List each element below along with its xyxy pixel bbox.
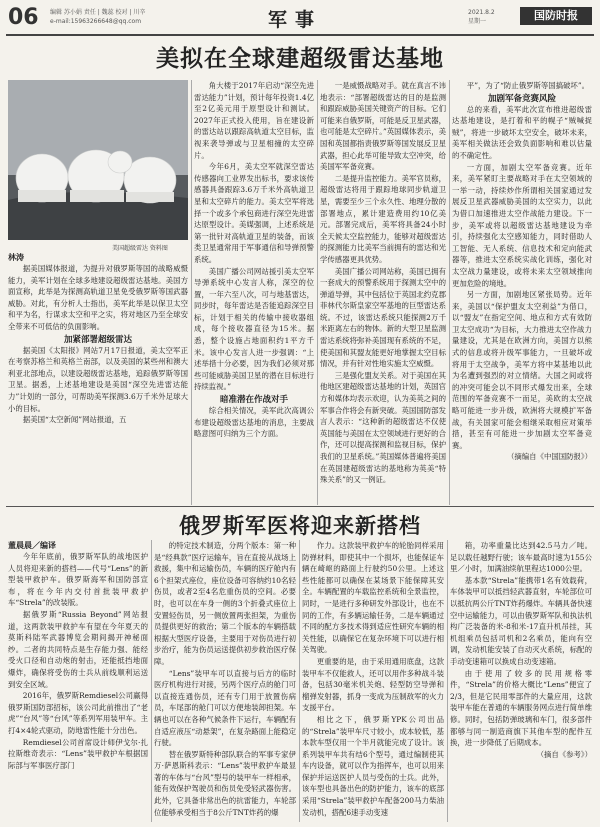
subheading-target: 暗准潜在作战对手	[219, 395, 288, 406]
paragraph: 平”，为了“防止俄罗斯等国搞破坏”。	[466, 81, 589, 90]
article1-headline: 美拟在全球建超级雷达基地	[156, 46, 444, 72]
email-line: e-mail:15963266648@qq.com	[50, 18, 142, 25]
article1-source: （摘编自《中国国防报》）	[507, 452, 592, 462]
paragraph: “Lens”装甲车可以直接与后方的临时医疗机构进行对接，另两个医疗点的舱门可以直接连通伤员，还有专门用于放置伤病员，车尾部的舱门可以方便地装卸担架。车辆也可以在各种气候条件下运行，车辆配有自适应液压“动悬架”，在复杂路面上能稳定行驶。	[154, 668, 296, 748]
radar-photo	[8, 80, 188, 240]
paragraph: 一方面，加剧太空军备竞赛。近年来，美军紧盯主要战略对手在太空领域的一举一动，持续炒作所谓相关国家通过发展反卫星武器威胁美国的太空实力，以此为借口加速推进太空作战能力建设。下一步，美军或将以超级雷达基地建设为牵引，持续强化太空感知能力，同时借助人工智能、无人系统、信息技术和定向能武器等，推进太空系统实战化训练，强化对太空战力量建设，或将未来太空领域推向更加危险的境地。	[452, 162, 592, 288]
paragraph: 箱，功率重量比达到42.5马力／吨。足以载任越野行驶；该车最高时速为155公里／小时，加满油续航里程达1000公里。	[450, 541, 592, 574]
paragraph: 美国广播公司网站援引美太空军导弹系统中心发言人称，深空的位置，一年六至八次，可与地基雷达，同步时，每年雷达是否能追踪深空目标，计划于相关的传输中接收器组成，每个接收器直径为15米。据悉，整个设施占地面积约1平方千米。该中心发言人进一步强调：“上述举措十分必要，因为我们必须对那些可能威胁美国卫星的潜在目标进行持续监视。”	[194, 266, 314, 392]
article1-byline: 林涛	[8, 253, 24, 262]
photo-caption: 美国超级雷达 资料图	[112, 245, 168, 252]
paragraph: 另一方面，加剧地区紧张局势。近年来，美国以“保护盟友太空利益”为借口，以“盟友”在指定空间、地点和方式有效防卫太空成功“为目标，大力推进太空作战力量建设，尤其是在欧洲方向，美国方以熊式的信息或将升级军事能力，一旦破坏或将用于太空战争，美军方将中某基地以此为名遭到强烈的对立情绪。大国之间或将的冲突可能会以不同形式爆发出来，全球范围的军备竞赛不一而足，美欧的太空战略可能进一步升级，欧洲将大规模扩军备战，有关国家可能会相继采取相应对策举措，甚至有可能进一步加剧太空军备竞赛。	[452, 290, 592, 450]
paragraph: 美国广播公司网站称，美国已拥有一套成大的预警系统用于探测太空中的弹道导弹，其中包括位于英国北约克郡菲林代尔斯皇家空军基地的巨型雷达系统。不过，该雷达系统只能探测2万千米距离左右的物体。新的大型卫星监测雷达系统将弥补美国现有系统的不足，使美国和其盟友能更好地掌握太空目标情况，并有针对性地实施太空威慑。	[320, 266, 446, 369]
article2-source: （摘自《参考》）	[536, 749, 592, 759]
paragraph: 综合相关情况，美军此次高调公布建设超级雷达基地的消息，主要战略意图可归纳为三个方面。	[194, 406, 314, 439]
section-title: 军事	[268, 9, 323, 31]
editor-line: 编辑 苏小娟 责任 | 魏蕊 校对 | 川辛	[50, 9, 146, 16]
paragraph: 三是强化盟友关系。对于美国在其他地区建超级雷达基地的计划，英国官方和媒体均表示欢迎，认为美英之间的军事合作将会有新突破。英国国防部发言人表示：“这种新的超级雷达不仅使英国能与美国在太空领域进行更好的合作，还可以提高探测和监视目标，保护我们的卫星系统。”英国媒体普遍将美国在英国建超级雷达的基地称为英美“特殊关系”的又一例证。	[320, 370, 446, 485]
paragraph: 总的来看，美军此次宣布推进超级雷达基地建设，是打着和平的幌子“贼喊捉贼”，将进一步破坏太空安全，破坏未来，美军相关做法还会致负面影响和难以估量的不确定性。	[452, 104, 592, 160]
newspaper-logo: 国防时报	[520, 7, 592, 25]
weekday-line: 星期一	[468, 18, 487, 25]
page-header	[6, 4, 594, 36]
paragraph: 据美国《太阳报》网站7月17日报道，美太空军正在考察苏格兰和英格兰南部，以及美国的某些州和澳大利亚北部地点，以建设超级雷达基地，追踪俄罗斯等国卫星。据悉，上述基地建设是美国“深空先进雷达能力”计划的一部分，可帮助美军探测3.6万千米外足球大小的目标。	[8, 345, 188, 413]
paragraph: 据美国“太空新闻”网站报道，五	[22, 415, 127, 425]
article1-column-2	[194, 80, 314, 505]
radar-domes-image	[8, 80, 188, 240]
paragraph: 今年年底前，俄罗斯军队的战地医护人员将迎来新的搭档——代号“Lens”的新型装甲救护车。俄罗斯海军和国防部宣布，将在今年内交付首批装甲救护车“Strela”的改装版。	[8, 552, 148, 608]
paragraph: 角大楼于2017年启动“深空先进雷达能力”计划，预计每年投资1.4亿至2亿美元用于原型设计和测试。2027年正式投入使用，旨在建设新的雷达站以跟踪高轨道太空目标，监视来袭导弹或与卫星相撞的太空碎片。	[194, 81, 314, 160]
date-line: 2021.8.2	[468, 9, 495, 16]
paragraph: 更重要的是，由于采用通用底盘，这款装甲车不仅能救人，还可以用作多种战斗装备，包括30毫米机关炮、轻型防空导弹和榴弹发射器，抓身一变成为压制敌军的火力支援平台。	[302, 656, 444, 713]
article1-column-1	[8, 252, 188, 504]
paragraph: 据美国媒体报道，为提升对俄罗斯等国的战略威慑能力，美军计划在全球多地建设超级雷达基地。美国方面宣称，此举是为探测高轨道卫星免受俄罗斯等国武器威胁。对此，有分析人士指出，美军此举是以保卫太空和平为名，行谋求太空和平之实，将对地区乃至全球安全带来不可低估的负面影响。	[8, 264, 188, 331]
paragraph: 的特定技术制造，分两个版本：第一种是“经典款”医疗运输车，旨在直接从战场上救援，集中和运输伤员，车辆的医疗舱内有6个担架式座位，座位设备可容纳约10名轻伤员，或者2至4名危重伤员的空间。必要时，也可以在车身一侧的3个折叠式座位上安置轻伤员，另一侧放置两张担架，为重伤员提供更好的救治；第二个版本的车辆搭载根据大型医疗设备，主要用于对伤员进行初步治疗，能为伤员运送提供初步救治医疗保障。	[154, 541, 296, 666]
article2-headline: 俄罗斯军医将迎来新搭档	[179, 514, 421, 538]
issue-date	[468, 8, 495, 26]
paragraph: 相比之下，俄罗斯YPK公司出品的“Strela”装甲车尺寸较小，成本较低，基本款车型仅用一个半月就能完成了设计。该系列装甲车共有结6个型号，通过编制使其车内设备，就可以作为指挥车，也可以用来保护并运送医护人员与受伤的士兵。此外，该车型也具备出色的防护能力，该车的底部采用“Strela”装甲救护车配备200马力柴油发动机，搭配6速手动变速	[302, 714, 444, 817]
subheading-arms-race: 加剧军备竞赛风险	[487, 93, 556, 104]
article1-column-3	[320, 80, 446, 505]
paragraph: 2016年，俄罗斯Remdiesel公司赢得俄罗斯国防部招标，该公司此前推出了“老虎”“台风”等“台风”等系列军用装甲车。主打4×4轮式驱动，防地雷性能十分出色。	[8, 691, 148, 735]
page-number: 06	[8, 5, 39, 30]
paragraph: Remdiesel公司首席设计师伊戈尔·扎拉斯维奇表示：“Lens”装甲救护车根据国际部与军事医疗部门	[8, 737, 148, 770]
paragraph: 基本款“Strela”能携带1名有效载荷，车体装甲可以抵挡轻武器直射，车轮部位可以抵抗两公斤TNT炸药爆炸。车辆具备快速空中运输能力，可以由俄罗斯军队和执法机构广泛装备的米-8和米-17直升机吊挂，其机组乘员包括司机和2名乘员，能向有空调，发动机能安装了自动灭火系统，标配的手动变速箱可以换成自动变速箱。	[450, 575, 592, 666]
paragraph: 由于使用了较多的民用规格零件，“Strela”的价格大概比“Lens”便宜了2/3，但是它民用零部件的大量应用，这款装甲车能在普通的车辆服务网点进行简单维修。同时，包括防弹玻璃和车门，很多部件都够与同一制造商旗下其他车型的配件互换，进一步降低了后期成本。	[450, 668, 592, 748]
paragraph: 今年6月，美太空军就深空雷达传感器向工业界发出标书，要求该传感器具备跟踪3.6万千米外高轨道卫星和太空碎片的能力。美太空军将选择一个或多个承包商进行深空先进雷达原型设计。美媒强调，上述系统是第一批针对高轨道卫星的装备，而该类卫星通常用于军事通信和导弹预警系统。	[194, 162, 314, 264]
article2-byline: 董晨晨／编译	[8, 541, 56, 550]
editor-info	[50, 8, 145, 26]
subheading-deploy: 加紧部署超级雷达	[63, 334, 132, 345]
paragraph: 作力。这款装甲救护车的轮胎同样采用防弹材料，即使其中一个损坏，也能保证车辆在崎岖的路面上行驶约50公里。上述这些性能都可以确保在某场景下能保障其安全。车辆配置的车载监控系统和全景监控，同时，一是进行多种研发外部设计，也在不同的工作，有多辆运输任务，二是车辆通过不同的配方多技术得到适应性研究车辆的相关性能，以确保它在复杂环境下可以进行相关驾驶。	[302, 541, 444, 655]
article2-column-1	[8, 540, 148, 822]
article2-column-2	[154, 540, 296, 822]
paragraph: 据俄罗斯“Russia Beyond”网站报道，这两款装甲救护车有望在今年夏天的莫斯科陆军武器博览会期间揭开神秘面纱。二者的共同特点是生存能力强、能经受火口径和自动炮的射击，还能抵挡地面爆炸，确保将受伤的士兵从前线顺利运送到安全区域。	[8, 609, 148, 689]
paragraph: 替在俄罗斯特种部队联合的军事专家伊万·萨恩斯科表示：“Lens”装甲救护车最显著的车体与“台风”型号的装甲车一样相承，能有效保护驾驶员和伤员免受轻武器伤害。此外，它具备非常出色的抗雷能力，车轮部位能够承受相当于8公斤TNT炸药的爆	[154, 749, 296, 817]
article2-column-3	[302, 540, 444, 822]
article2-column-4	[450, 540, 592, 822]
paragraph: 二是提升监控能力。美军官员称，超级雷达将用于跟踪地球同步轨道卫星，需要至少三个永久性、地理分散的部署地点，累计建造费用约10亿美元。部署完成后，美军将具备24小时全天候太空监控能力，能够对超级雷达的探测能力比美军当前拥有的雷达和光学传感器更具优势。	[320, 173, 446, 264]
article1-column-4	[452, 80, 592, 505]
paragraph: 一是威慑战略对手。就在真言不讳地表示：“部署超级雷达的目的是监测和跟踪威胁美国关键资产的目标。它们可能来自俄罗斯，可能是反卫星武器，也可能是太空碎片。”英国媒体表示，美国和英国都指责俄罗斯等国发展反卫星武器，担心此举可能导致太空冲突，给美国军军备竞赛。	[320, 81, 446, 172]
